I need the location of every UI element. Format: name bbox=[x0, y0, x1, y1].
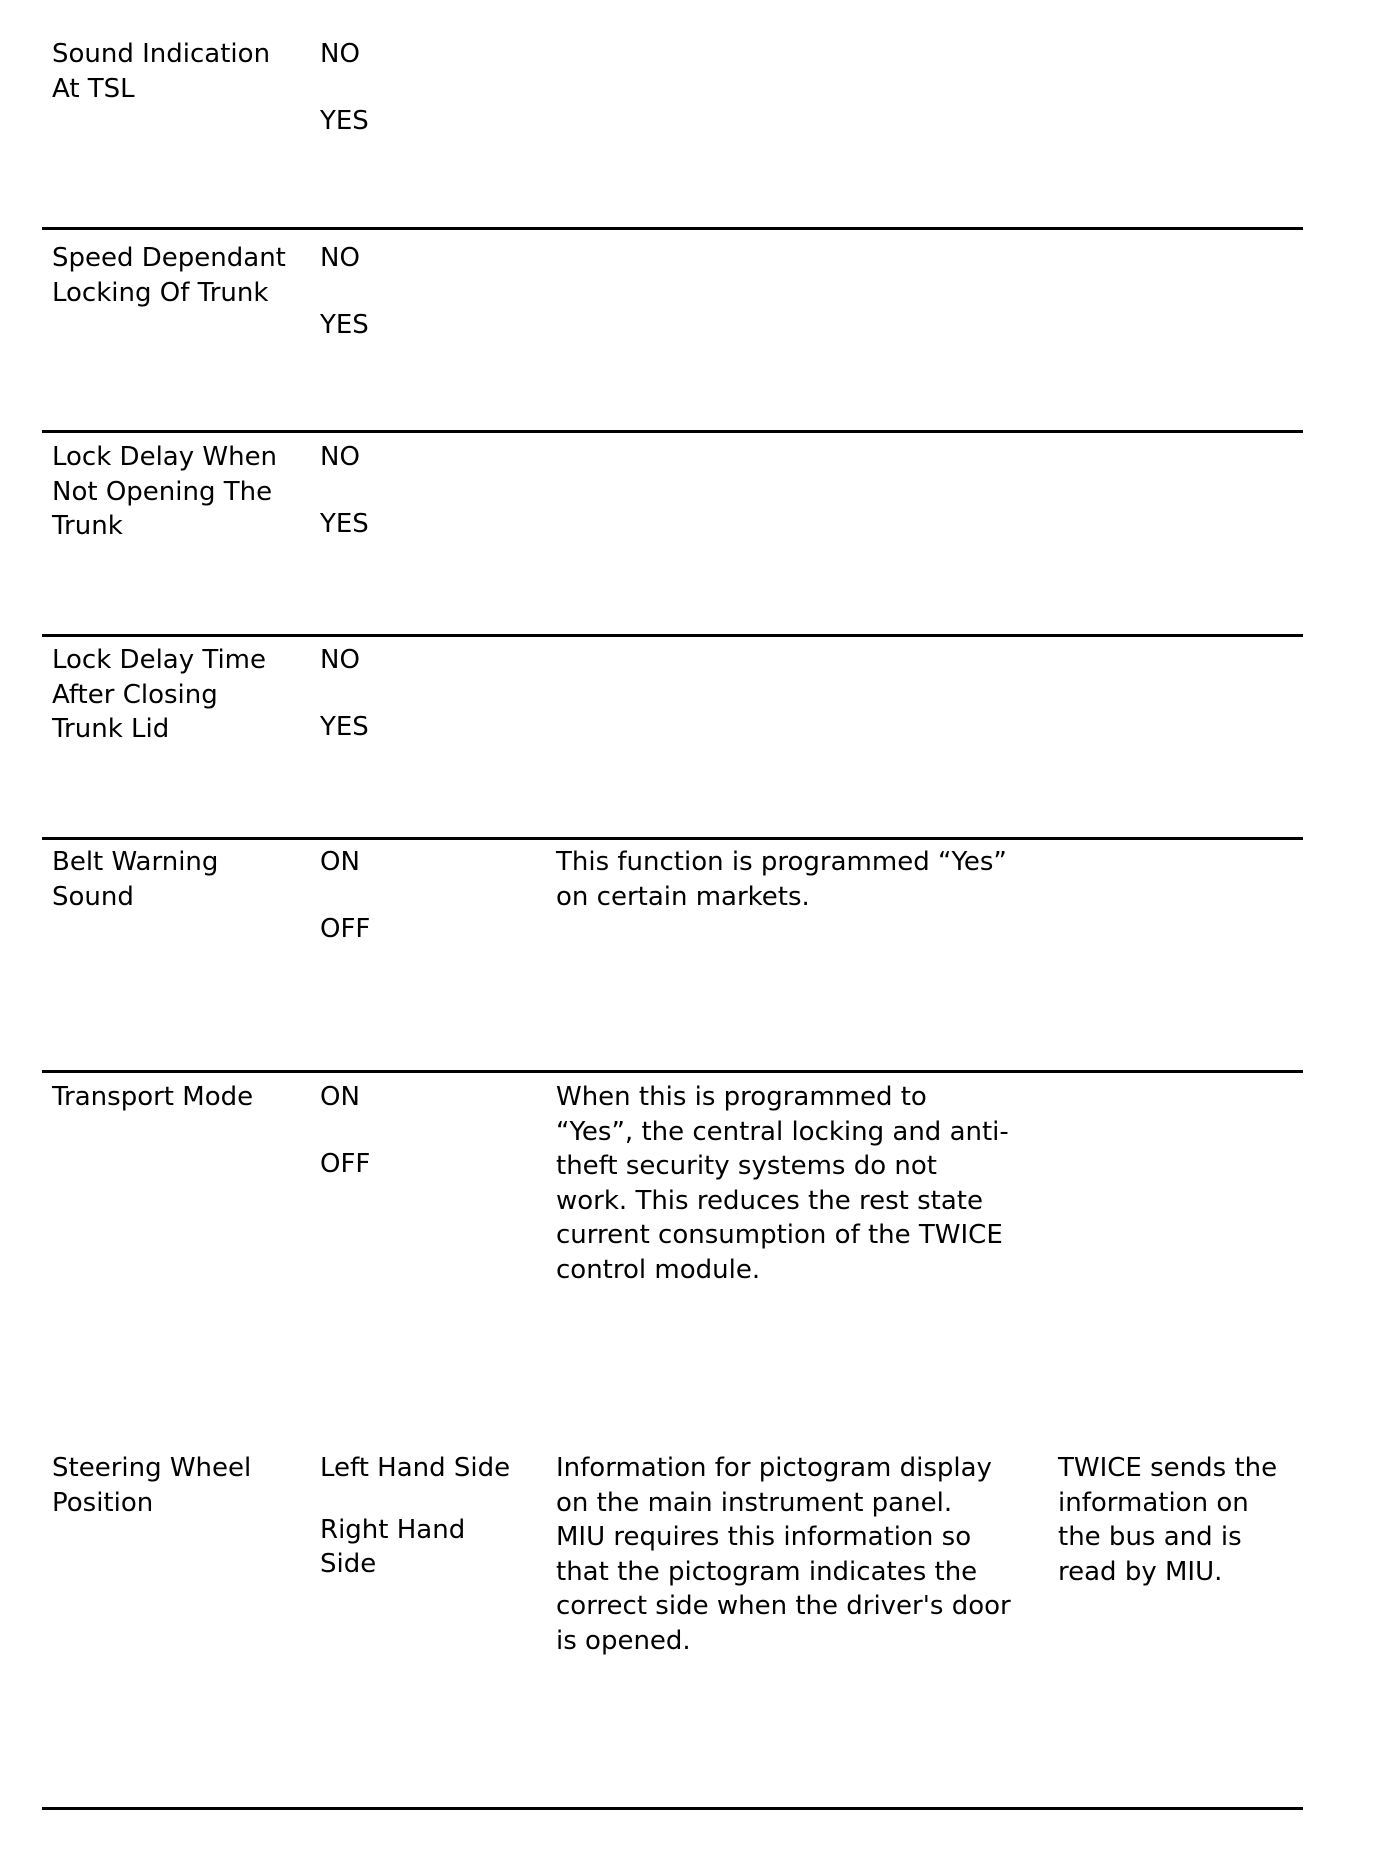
description-line: that the pictogram indicates the bbox=[556, 1556, 978, 1587]
setting-name-line: Speed Dependant bbox=[52, 243, 286, 273]
note-line: read by MIU. bbox=[1058, 1556, 1223, 1587]
option-on: ON bbox=[320, 1082, 360, 1112]
setting-name-line: Locking Of Trunk bbox=[52, 277, 269, 308]
note-line: TWICE sends the bbox=[1058, 1453, 1278, 1483]
setting-options bbox=[320, 1451, 510, 1582]
description-line: work. This reduces the rest state bbox=[556, 1185, 983, 1216]
row-divider bbox=[42, 227, 1303, 230]
setting-name-line: Sound bbox=[52, 881, 134, 912]
description-line: This function is programmed “Yes” bbox=[556, 847, 1007, 877]
setting-name-line: Trunk Lid bbox=[52, 714, 170, 744]
setting-name bbox=[52, 1080, 253, 1115]
description-line: on the main instrument panel. bbox=[556, 1487, 953, 1518]
description-line: is opened. bbox=[556, 1625, 691, 1656]
description-line: MIU requires this information so bbox=[556, 1522, 972, 1552]
description-line: correct side when the driver's door bbox=[556, 1591, 1011, 1621]
setting-name-line: Steering Wheel bbox=[52, 1453, 252, 1483]
setting-name bbox=[52, 37, 270, 106]
setting-note bbox=[1058, 1451, 1277, 1589]
description-line: current consumption of the TWICE bbox=[556, 1220, 1003, 1250]
setting-name-line: Not Opening The bbox=[52, 476, 273, 507]
option-yes: YES bbox=[320, 711, 369, 742]
row-divider bbox=[42, 837, 1303, 840]
setting-options bbox=[320, 241, 369, 342]
setting-options bbox=[320, 37, 369, 138]
option-yes: YES bbox=[320, 309, 369, 340]
setting-name-line: At TSL bbox=[52, 73, 135, 104]
setting-name-line: Position bbox=[52, 1487, 154, 1518]
option-no: NO bbox=[320, 39, 360, 69]
option-no: NO bbox=[320, 645, 360, 675]
option-off: OFF bbox=[320, 913, 371, 944]
description-line: When this is programmed to bbox=[556, 1082, 927, 1112]
option-right-hand-side bbox=[320, 1513, 510, 1582]
setting-description bbox=[556, 1451, 1011, 1658]
setting-options bbox=[320, 643, 369, 744]
note-line: the bus and is bbox=[1058, 1522, 1242, 1552]
option-no: NO bbox=[320, 243, 360, 273]
setting-name bbox=[52, 440, 277, 544]
setting-options bbox=[320, 1080, 370, 1181]
setting-name-line: Transport Mode bbox=[52, 1082, 254, 1112]
setting-options bbox=[320, 845, 370, 946]
setting-name-line: Lock Delay Time bbox=[52, 645, 267, 675]
row-divider bbox=[42, 634, 1303, 637]
option-line: Left Hand Side bbox=[320, 1453, 511, 1483]
note-line: information on bbox=[1058, 1487, 1249, 1518]
setting-name bbox=[52, 241, 286, 310]
setting-name-line: Belt Warning bbox=[52, 847, 219, 877]
description-line: theft security systems do not bbox=[556, 1151, 937, 1181]
setting-name bbox=[52, 845, 218, 914]
row-divider bbox=[42, 1070, 1303, 1073]
option-no: NO bbox=[320, 442, 360, 472]
description-line: on certain markets. bbox=[556, 881, 810, 912]
setting-name bbox=[52, 1451, 251, 1520]
option-on: ON bbox=[320, 847, 360, 877]
setting-name-line: Lock Delay When bbox=[52, 442, 278, 472]
setting-description bbox=[556, 845, 1007, 914]
description-line: Information for pictogram display bbox=[556, 1453, 992, 1483]
setting-name-line: After Closing bbox=[52, 679, 218, 710]
row-divider bbox=[42, 430, 1303, 433]
setting-options bbox=[320, 440, 369, 541]
description-line: “Yes”, the central locking and anti- bbox=[556, 1116, 1009, 1147]
setting-name-line: Sound Indication bbox=[52, 39, 271, 69]
option-left-hand-side bbox=[320, 1451, 510, 1486]
option-off: OFF bbox=[320, 1148, 371, 1179]
option-line: Right Hand bbox=[320, 1514, 466, 1545]
setting-name bbox=[52, 643, 266, 747]
row-divider bbox=[42, 1807, 1303, 1810]
option-yes: YES bbox=[320, 105, 369, 136]
setting-name-line: Trunk bbox=[52, 511, 123, 541]
setting-description bbox=[556, 1080, 1009, 1287]
option-line: Side bbox=[320, 1549, 377, 1579]
description-line: control module. bbox=[556, 1254, 761, 1285]
option-yes: YES bbox=[320, 508, 369, 539]
